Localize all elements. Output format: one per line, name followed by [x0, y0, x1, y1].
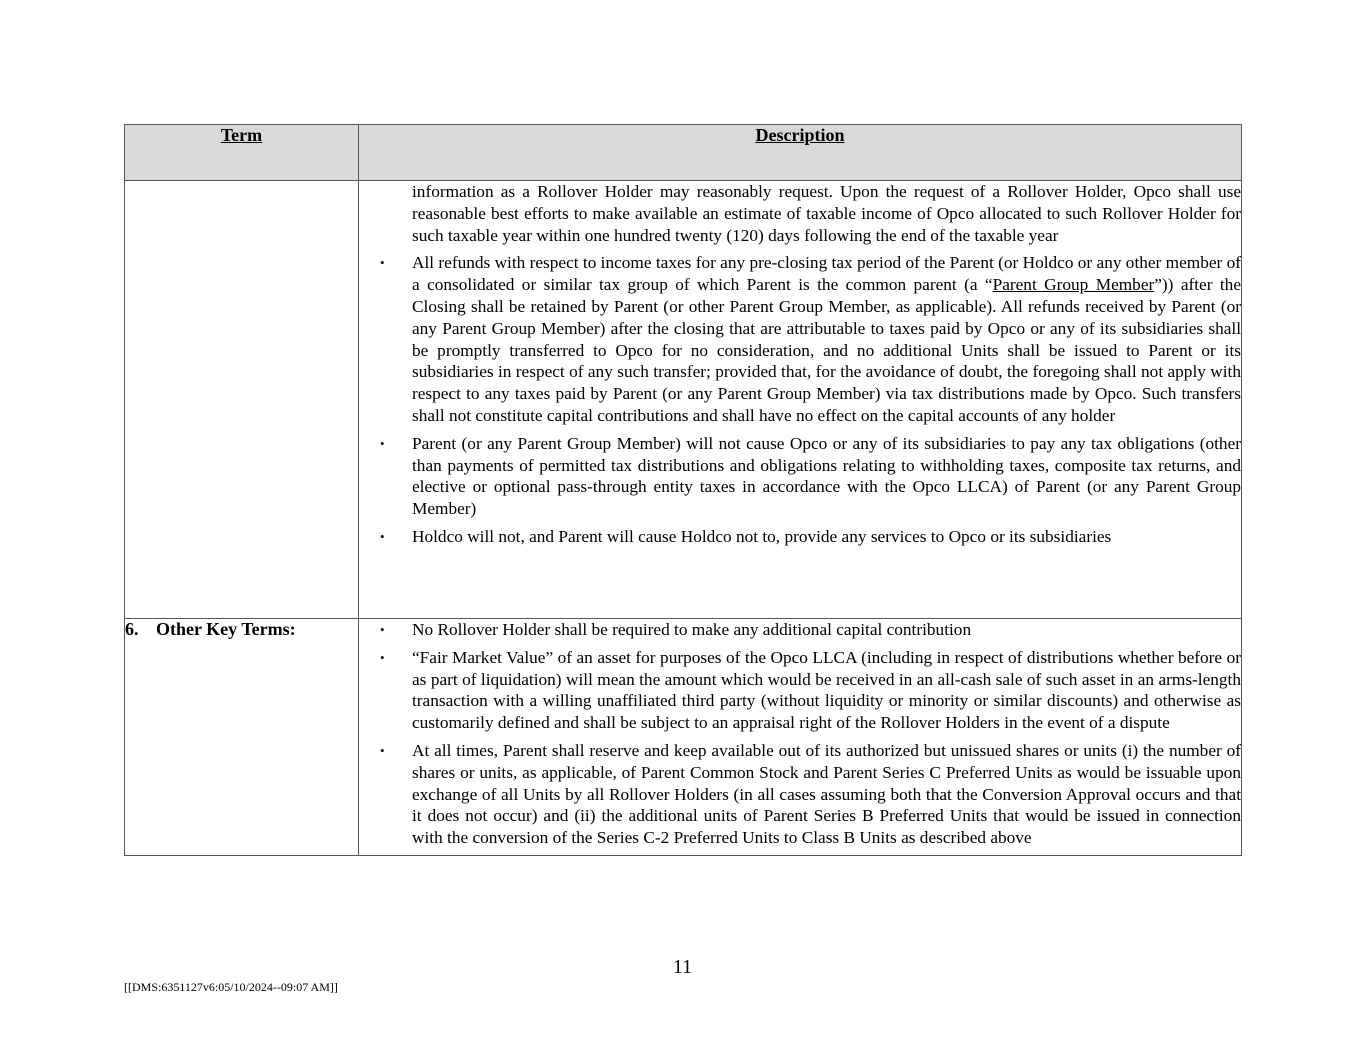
term-cell [125, 619, 359, 856]
list-item [359, 433, 1241, 520]
defined-term: Parent Group Member [992, 275, 1155, 295]
bullet-text: At all times, Parent shall reserve and keep available out of its authorized but unissued shares or units (i) the number of shares or units, as applicable, of Parent Common Stock and Parent Series C Preferred Units as would be issuable upon exchange of all Units by all Rollover Holders (in all cases assuming both that the Conversion Approval occurs and that it does not occur) and (ii) the additional units of Parent Series B Preferred Units that would be issued in connection with the conversion of the Series C-2 Preferred Units to Class B Units as described above [412, 740, 1241, 848]
description-cell [359, 619, 1242, 856]
bullet-text: No Rollover Holder shall be required to make any additional capital contribution [412, 620, 972, 639]
list-item [359, 252, 1241, 426]
bullet-text: Holdco will not, and Parent will cause Holdco not to, provide any services to Opco or its subsidiaries [412, 526, 1112, 546]
bullet-icon: • [380, 255, 385, 271]
term-number: 6. [125, 619, 139, 639]
bullet-icon: • [380, 528, 385, 544]
bullet-text: Parent (or any Parent Group Member) will not cause Opco or any of its subsidiaries to pay any tax obligations (other than payments of permitted tax distributions and obligations relating to withholding taxes, composite tax returns, and elective or optional pass-through entity taxes in accordance with the Opco LLCA) of Parent (or any Parent Group Member) [412, 433, 1241, 519]
table-row [125, 181, 1242, 619]
list-item [359, 740, 1241, 849]
bullet-icon: • [380, 622, 385, 637]
table-row [125, 619, 1242, 856]
bullet-icon: • [380, 649, 385, 665]
term-sheet-table [124, 124, 1242, 856]
header-term: Term [125, 125, 359, 181]
bullet-list [359, 619, 1241, 849]
document-footer-id: [[DMS:6351127v6:05/10/2024--09:07 AM]] [124, 980, 338, 994]
table-header-row [125, 125, 1242, 181]
continuation-paragraph: information as a Rollover Holder may reasonably request. Upon the request of a Rollover Holder, Opco shall use reasonable best efforts to make available an estimate of taxable income of Opco allocated to such Rollover Holder for such taxable year within one hundred twenty (120) days following the end of the taxable year [412, 182, 1241, 245]
bullet-text: “Fair Market Value” of an asset for purposes of the Opco LLCA (including in respect of distributions whether before or as part of liquidation) will mean the amount which would be received in an all-cash sale of such asset in an arms-length transaction with a willing unaffiliated third party (without liquidity or minority or similar discounts) and otherwise as customarily defined and shall be subject to an appraisal right of the Rollover Holders in the event of a dispute [412, 647, 1241, 733]
term-label: Other Key Terms: [156, 619, 296, 639]
page-number: 11 [672, 956, 693, 978]
bullet-list [359, 252, 1241, 547]
bullet-icon: • [380, 435, 385, 451]
bullet-icon: • [380, 742, 385, 758]
list-item [359, 526, 1241, 548]
bullet-text-pre: All refunds with respect to income taxes for any pre-closing tax period of the Parent (or Holdco or any other member of a consolidated or similar tax group of which Parent is the common parent (a “ [412, 253, 1241, 295]
header-description: Description [359, 125, 1242, 181]
description-cell [359, 181, 1242, 619]
term-cell [125, 181, 359, 619]
list-item [359, 647, 1241, 734]
list-item [359, 619, 1241, 641]
bullet-text-post: ”)) after the Closing shall be retained by Parent (or other Parent Group Member, as applicable). All refunds received by Parent (or any Parent Group Member) after the closing that are attributable to taxes paid by Opco or any of its subsidiaries shall be promptly transferred to Opco for no consideration, and no additional Units shall be issued to Parent or its subsidiaries in respect of any such transfer; provided that, for the avoidance of doubt, the foregoing shall not apply with respect to any taxes paid by Parent (or any Parent Group Member) via tax distributions made by Opco. Such transfers shall not constitute capital contributions and shall have no effect on the capital accounts of any holder [412, 275, 1241, 425]
